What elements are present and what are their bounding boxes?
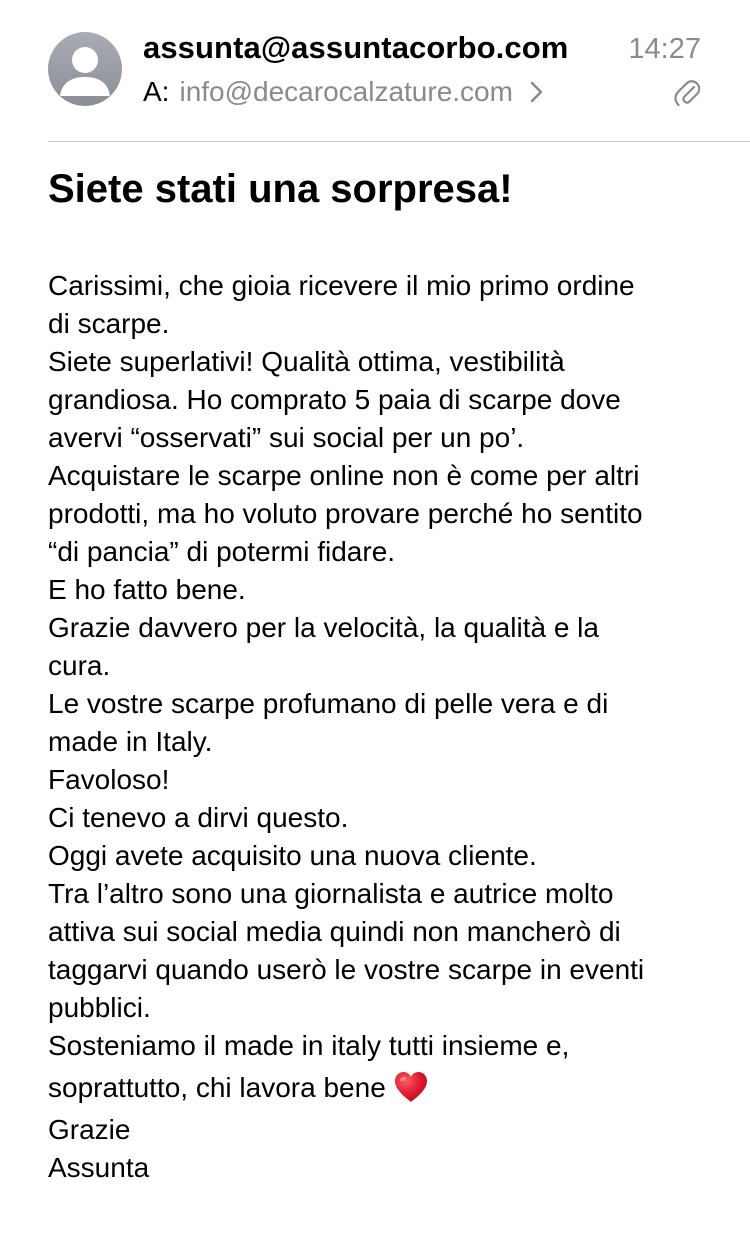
body-line: Ci tenevo a dirvi questo. — [48, 802, 349, 833]
body-line: Favoloso! — [48, 764, 170, 795]
body-line: Siete superlativi! Qualità ottima, vestibilità — [48, 346, 565, 377]
recipient-address[interactable]: info@decarocalzature.com — [179, 76, 513, 107]
email-body — [48, 267, 728, 1187]
body-line: “di pancia” di potermi fidare. — [48, 536, 396, 567]
body-line: Tra l’altro sono una giornalista e autrice molto — [48, 878, 614, 909]
body-line: cura. — [48, 650, 111, 681]
body-line: avervi “osservati” sui social per un po’. — [48, 422, 525, 453]
body-line: Grazie — [48, 1114, 131, 1145]
body-line: taggarvi quando userò le vostre scarpe in eventi — [48, 954, 645, 985]
recipient-row[interactable] — [143, 76, 549, 108]
body-line: Sosteniamo il made in italy tutti insieme e, — [48, 1030, 570, 1061]
body-line: Acquistare le scarpe online non è come per altri — [48, 460, 640, 491]
signature: Assunta — [48, 1152, 150, 1183]
body-line: grandiosa. Ho comprato 5 paia di scarpe dove — [48, 384, 621, 415]
body-line: Le vostre scarpe profumano di pelle vera e di — [48, 688, 609, 719]
body-line: di scarpe. — [48, 308, 170, 339]
heart-icon — [392, 1068, 430, 1106]
body-line: made in Italy. — [48, 726, 213, 757]
sent-time: 14:27 — [628, 33, 701, 65]
body-line: pubblici. — [48, 992, 151, 1023]
sender-avatar-icon[interactable] — [48, 32, 122, 106]
body-line: prodotti, ma ho voluto provare perché ho sentito — [48, 498, 643, 529]
email-header — [0, 0, 750, 142]
body-line: Oggi avete acquisito una nuova cliente. — [48, 840, 537, 871]
body-line: attiva sui social media quindi non mancherò di — [48, 916, 621, 947]
body-line: E ho fatto bene. — [48, 574, 246, 605]
header-divider — [48, 141, 750, 142]
sender-address[interactable]: assunta@assuntacorbo.com — [143, 30, 569, 65]
email-subject: Siete stati una sorpresa! — [48, 167, 513, 211]
to-label: A: — [143, 76, 170, 107]
paperclip-icon[interactable] — [674, 78, 700, 108]
body-line-with-heart — [48, 1065, 728, 1111]
body-line: Carissimi, che gioia ricevere il mio primo ordine — [48, 270, 635, 301]
body-line: Grazie davvero per la velocità, la qualità e la — [48, 612, 599, 643]
chevron-right-icon[interactable] — [525, 78, 549, 106]
body-line-text: soprattutto, chi lavora bene — [48, 1072, 386, 1103]
